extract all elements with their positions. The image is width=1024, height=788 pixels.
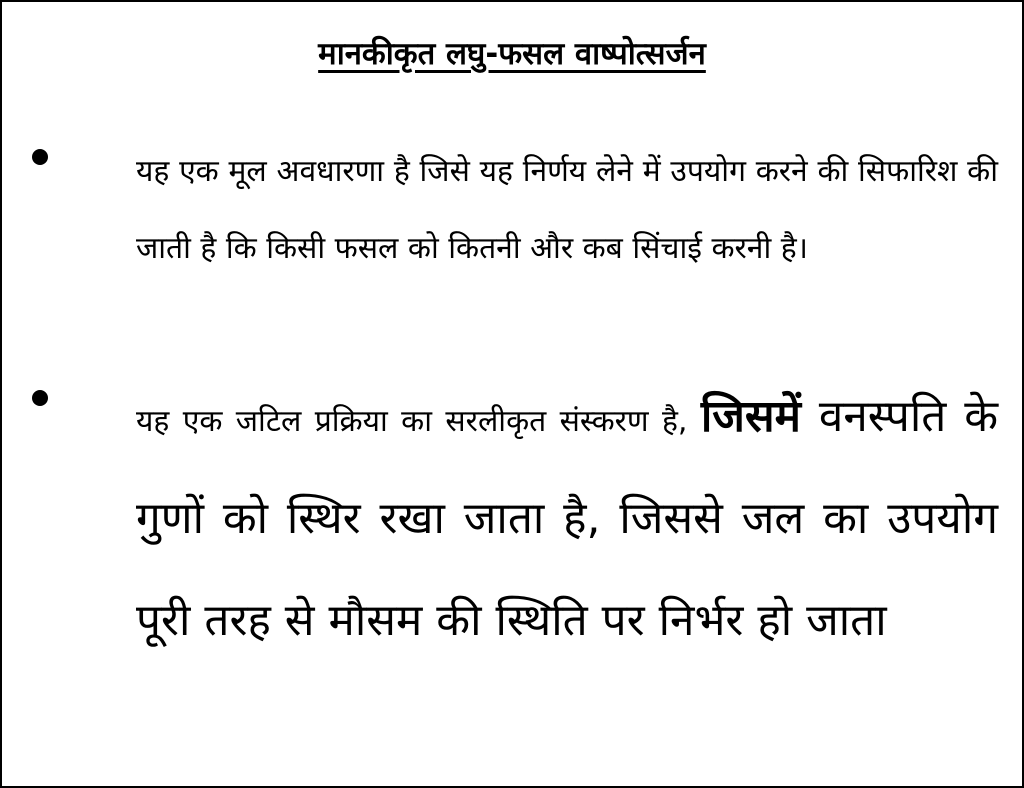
slide-title-text: मानकीकृत लघु-फसल वाष्पोत्सर्जन [318, 36, 706, 72]
bullet-dot-1 [32, 149, 48, 165]
slide-title [2, 32, 1022, 76]
bullet-text-1: यह एक मूल अवधारणा है जिसे यह निर्णय लेने में उपयोग करने की सिफारिश की जाती है कि किसी फसल को कितनी और कब सिंचाई करनी है। [136, 154, 998, 266]
bullet-text-2-large: वनस्पति के गुणों को स्थिर रखा जाता है, जिससे जल का उपयोग पूरी तरह से मौसम की स्थिति पर निर्भर हो जाता [136, 391, 998, 646]
bullet-text-2-emphasis: जिसमें [700, 391, 801, 442]
bullet-text-2-small: यह एक जटिल प्रक्रिया का सरलीकृत संस्करण है, [136, 404, 701, 439]
bullet-dot-2 [32, 390, 48, 406]
bullet-text-2 [136, 368, 998, 674]
